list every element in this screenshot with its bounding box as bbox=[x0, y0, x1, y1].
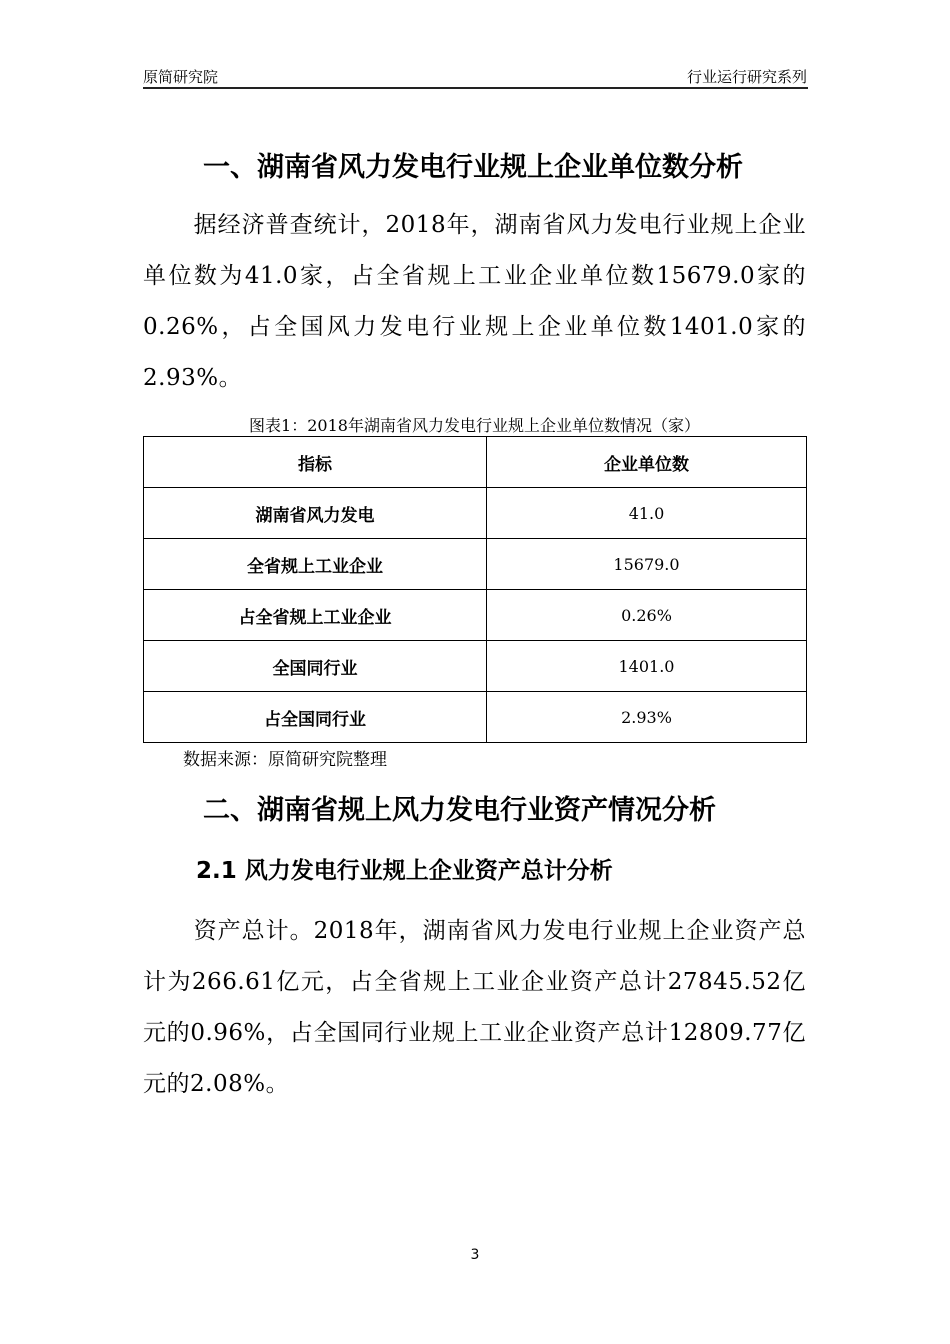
table-row bbox=[144, 539, 807, 590]
row-value: 41.0 bbox=[487, 488, 807, 539]
row-label: 占全省规上工业企业 bbox=[144, 590, 487, 641]
row-value: 0.26% bbox=[487, 590, 807, 641]
row-label: 湖南省风力发电 bbox=[144, 488, 487, 539]
data-source: 数据来源：原简研究院整理 bbox=[183, 750, 387, 770]
row-label: 全国同行业 bbox=[144, 641, 487, 692]
table-caption: 图表1：2018年湖南省风力发电行业规上企业单位数情况（家） bbox=[249, 416, 700, 435]
section-2-1-subtitle: 2.1 风力发电行业规上企业资产总计分析 bbox=[196, 858, 613, 884]
table-row bbox=[144, 641, 807, 692]
row-value: 2.93% bbox=[487, 692, 807, 743]
row-label: 全省规上工业企业 bbox=[144, 539, 487, 590]
table-row bbox=[144, 488, 807, 539]
section-1-paragraph: 据经济普查统计，2018年，湖南省风力发电行业规上企业单位数为41.0家，占全省规上工业企业单位数15679.0家的0.26%，占全国风力发电行业规上企业单位数1401.0家的2.93%。 bbox=[143, 212, 806, 391]
header-left: 原简研究院 bbox=[143, 68, 219, 86]
section-2-title: 二、湖南省规上风力发电行业资产情况分析 bbox=[203, 795, 716, 826]
header-right: 行业运行研究系列 bbox=[686, 68, 807, 86]
section-2-paragraph: 资产总计。2018年，湖南省风力发电行业规上企业资产总计为266.61亿元，占全省规上工业企业资产总计27845.52亿元的0.96%，占全国同行业规上工业企业资产总计12809.77亿元的2.08%。 bbox=[143, 918, 806, 1097]
row-label: 占全国同行业 bbox=[144, 692, 487, 743]
column-header: 企业单位数 bbox=[487, 437, 807, 488]
section-1-title: 一、湖南省风力发电行业规上企业单位数分析 bbox=[203, 152, 743, 183]
row-value: 1401.0 bbox=[487, 641, 807, 692]
table-row bbox=[144, 590, 807, 641]
header-divider bbox=[143, 87, 808, 89]
data-table bbox=[143, 436, 807, 743]
column-header: 指标 bbox=[144, 437, 487, 488]
page-number: 3 bbox=[470, 1247, 480, 1263]
table-header-row bbox=[144, 437, 807, 488]
table-row bbox=[144, 692, 807, 743]
row-value: 15679.0 bbox=[487, 539, 807, 590]
